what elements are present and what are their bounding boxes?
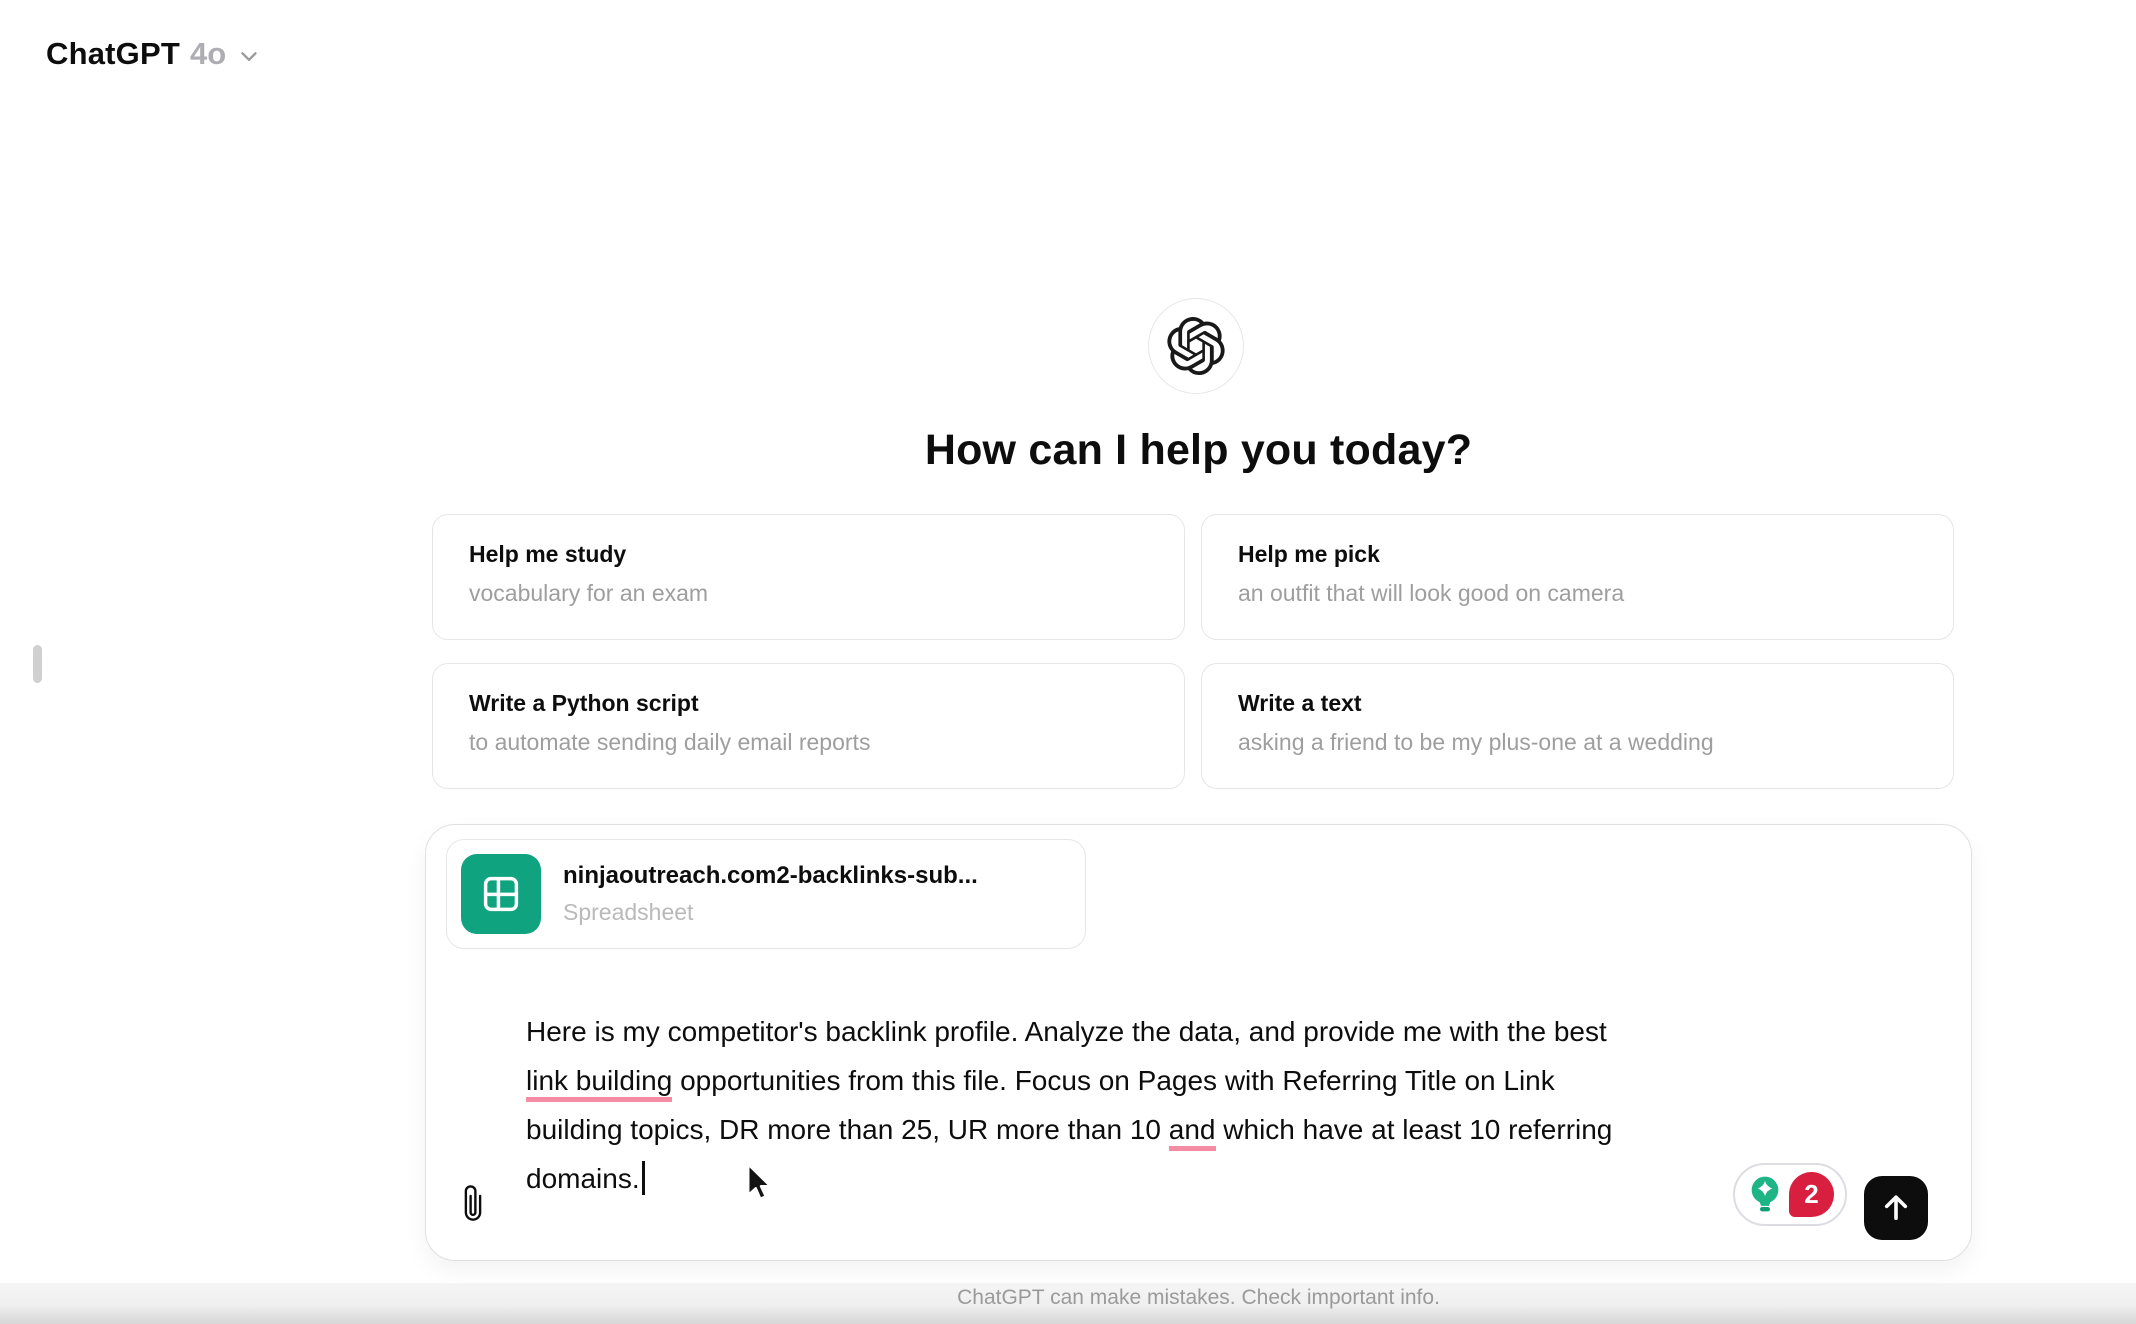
suggestion-card-text[interactable]	[1201, 663, 1954, 789]
grammarly-count-badge: 2	[1789, 1172, 1834, 1217]
attach-file-button[interactable]	[452, 1183, 494, 1225]
card-subtitle: to automate sending daily email reports	[469, 729, 871, 755]
suggestion-cards	[432, 514, 1956, 789]
card-title: Write a Python script	[469, 690, 699, 716]
card-title: Help me pick	[1238, 541, 1380, 567]
text-caret	[642, 1161, 645, 1195]
model-switcher[interactable]	[46, 36, 262, 72]
suggestion-card-python[interactable]	[432, 663, 1185, 789]
chevron-down-icon	[236, 43, 262, 69]
card-subtitle: an outfit that will look good on camera	[1238, 580, 1625, 606]
composer	[425, 824, 1972, 1261]
composer-message[interactable]: Here is my competitor's backlink profile. Analyze the data, and provide me with the best link building opportunities from this file. Focus on Pages with Referring Title on Link building topics, DR more than 25, UR more than 10 and which have at least 10 referring domains.	[526, 1016, 1613, 1194]
attachment-card[interactable]	[446, 839, 1086, 949]
card-title: Write a text	[1238, 690, 1362, 716]
suggestion-card-pick[interactable]	[1201, 514, 1954, 640]
paperclip-icon	[454, 1184, 492, 1225]
sidebar-toggle-handle[interactable]	[33, 645, 42, 683]
card-subtitle: asking a friend to be my plus-one at a wedding	[1238, 729, 1714, 755]
card-title: Help me study	[469, 541, 627, 567]
send-button[interactable]	[1864, 1176, 1928, 1240]
spreadsheet-icon	[461, 854, 541, 934]
grammarly-widget[interactable]	[1733, 1163, 1847, 1226]
model-label: 4o	[190, 36, 227, 71]
arrow-up-icon	[1878, 1189, 1914, 1228]
card-subtitle: vocabulary for an exam	[469, 580, 709, 606]
attachment-filename: ninjaoutreach.com2-backlinks-sub...	[563, 862, 978, 889]
page-title: How can I help you today?	[924, 426, 1473, 474]
footer-disclaimer: ChatGPT can make mistakes. Check important info.	[957, 1286, 1440, 1309]
attachment-info	[563, 862, 978, 926]
openai-logo	[1148, 298, 1244, 394]
grammarly-bulb-icon	[1745, 1172, 1785, 1218]
suggestion-card-study[interactable]	[432, 514, 1185, 640]
app-title: ChatGPT	[46, 36, 181, 71]
attachment-type: Spreadsheet	[563, 899, 694, 925]
